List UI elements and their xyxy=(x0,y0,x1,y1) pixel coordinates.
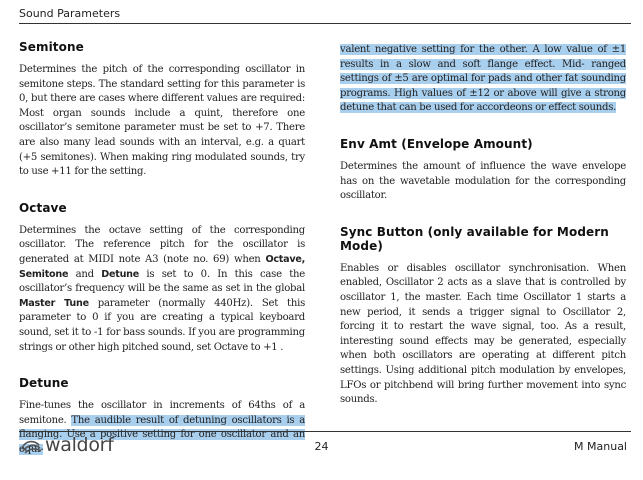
semitone-text: Determines the pitch of the corresponding oscillator in semitone steps. The standard setting for this parameter is 0, but there are cases where different values are required: Most organ sounds include a quint, therefore one oscillator’s semitone parameter must be set to +7. There are also many lead sounds with an interval, e.g. a quart (+5 semitones). When making ring modulated sounds, try to use +11 for the setting. xyxy=(19,64,305,178)
semitone-section xyxy=(19,40,305,180)
octave-text-2: and xyxy=(68,268,102,280)
sync-section xyxy=(340,225,626,408)
octave-section xyxy=(19,201,305,355)
octave-heading: Octave xyxy=(19,200,67,215)
env-amt-heading: Env Amt (Envelope Amount) xyxy=(340,136,533,151)
page-number: 24 xyxy=(314,440,329,453)
octave-text-1: Determines the octave setting of the corresponding oscillator. The reference pitch for the oscillator is generated at MIDI note A3 (note no. 69) when xyxy=(19,224,305,265)
octave-text xyxy=(19,224,305,355)
detune-continued-highlighted[interactable]: valent negative setting for the other. A low value of ±1 results in a slow and soft flange effect. Mid- ranged settings of ±5 are optimal for pads and other fat sounding programs. High values of ±12 or above will give a strong detune that can be used for accordeons or effect sounds. xyxy=(340,44,626,114)
detune-text-highlighted[interactable]: The audible result of detuning oscillators is a flanging. Use a positive setting for one oscillator and an equi- xyxy=(19,414,305,455)
octave-bold-2: Detune xyxy=(101,268,140,280)
sync-heading: Sync Button (only available for Modern Mode) xyxy=(340,224,609,253)
octave-text-4: parameter (normally 440Hz). Set this parameter to 0 if you are creating a typical keyboard sound, set it to -1 for bass sounds. If you are programming strings or other high pitched sound, set Octave to +1 . xyxy=(19,297,305,353)
detune-continued-text xyxy=(340,43,626,116)
waldorf-logo-text: waldorf xyxy=(45,434,114,456)
detune-continued-section xyxy=(340,43,626,116)
octave-bold-1: Octave, Semitone xyxy=(19,253,305,280)
env-amt-section xyxy=(340,137,626,204)
right-column xyxy=(340,40,626,429)
detune-text-plain: Fine-tunes the oscillator in increments of 64ths of a semitone. xyxy=(19,400,305,426)
manual-name: M Manual xyxy=(574,440,627,453)
header-title: Sound Parameters xyxy=(19,7,121,20)
env-amt-text: Determines the amount of influence the wave envelope has on the wavetable modulation for the corresponding oscillator. xyxy=(340,160,626,202)
left-column xyxy=(19,40,305,478)
header-rule xyxy=(19,23,631,24)
octave-bold-3: Master Tune xyxy=(19,297,89,309)
sync-text: Enables or disables oscillator synchronisation. When enabled, Oscillator 2 acts as a slave that is controlled by oscillator 1, the master. Each time Oscillator 1 starts a new period, it sends a trigger signal to Oscillator 2, forcing it to restart the wave signal, too. As a result, interesting sound effects may be generated, especially when both oscillators are operating at different pitch settings. Using additional pitch modulation by envelopes, LFOs or pitchbend will bring further movement into sync sounds. xyxy=(340,262,626,406)
octave-text-3: is set to 0. In this case the oscillator’s frequency will be the same as set in the global xyxy=(19,268,305,295)
detune-heading: Detune xyxy=(19,376,69,391)
semitone-heading: Semitone xyxy=(19,40,84,54)
footer-rule xyxy=(19,431,631,432)
